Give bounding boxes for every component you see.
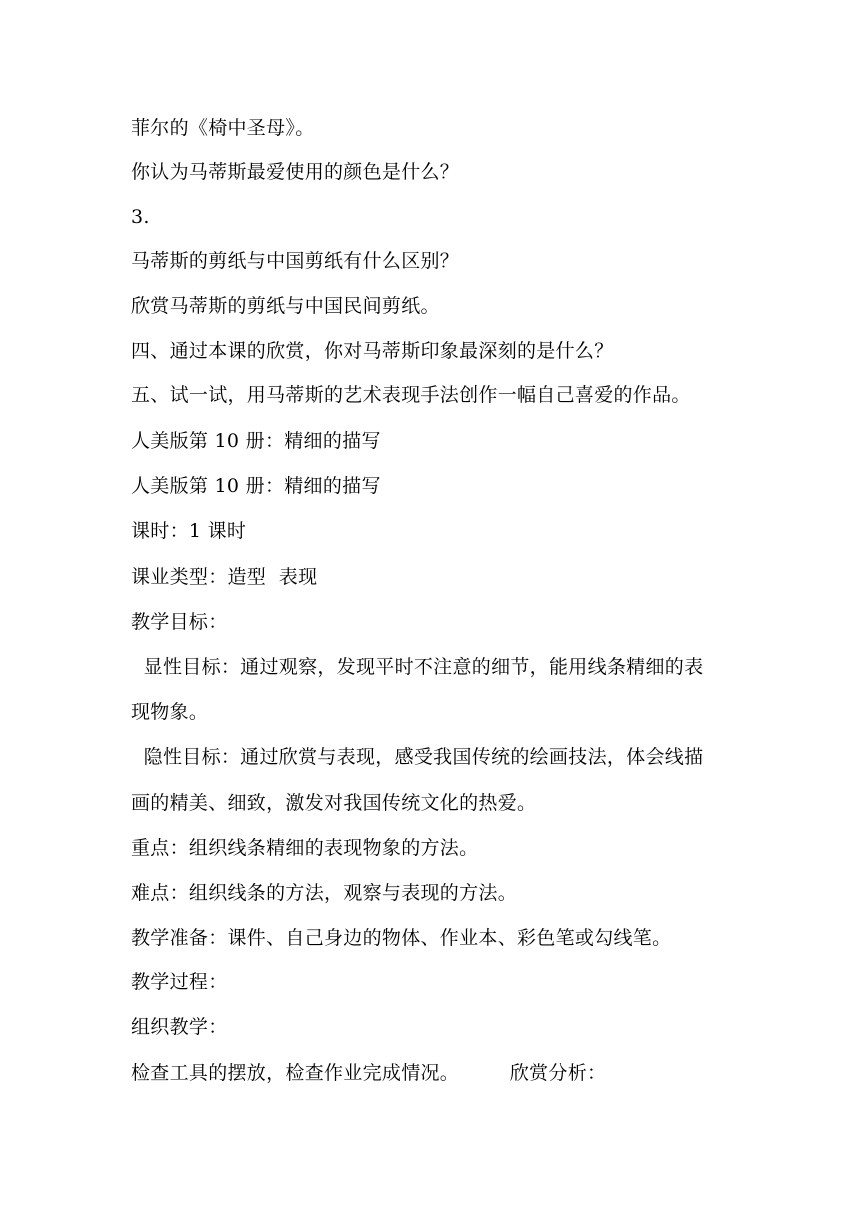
text-line: 隐性目标：通过欣赏与表现，感受我国传统的绘画技法，体会线描 xyxy=(131,746,704,768)
text-line: 检查工具的摆放，检查作业完成情况。 欣赏分析： xyxy=(131,1062,607,1084)
text-line: 显性目标：通过观察，发现平时不注意的细节，能用线条精细的表 xyxy=(131,656,704,678)
text-line: 3. xyxy=(131,206,150,228)
text-line: 马蒂斯的剪纸与中国剪纸有什么区别？ xyxy=(131,250,460,272)
text-line: 教学过程： xyxy=(131,971,228,993)
text-line: 难点：组织线条的方法，观察与表现的方法。 xyxy=(131,882,518,904)
text-line: 教学目标： xyxy=(131,611,228,633)
text-line: 重点：组织线条精细的表现物象的方法。 xyxy=(131,837,479,859)
text-line: 人美版第 10 册：精细的描写 xyxy=(131,475,381,497)
text-line: 组织教学： xyxy=(131,1016,228,1038)
text-line: 五、试一试，用马蒂斯的艺术表现手法创作一幅自己喜爱的作品。 xyxy=(131,384,691,406)
text-line: 人美版第 10 册：精细的描写 xyxy=(131,430,381,452)
text-line: 画的精美、细致，激发对我国传统文化的热爱。 xyxy=(131,792,537,814)
text-line: 现物象。 xyxy=(131,701,209,723)
text-line: 欣赏马蒂斯的剪纸与中国民间剪纸。 xyxy=(131,295,440,317)
text-line: 课业类型：造型 表现 xyxy=(131,566,318,588)
text-line: 菲尔的《椅中圣母》。 xyxy=(131,117,315,139)
text-line: 你认为马蒂斯最爱使用的颜色是什么？ xyxy=(131,161,460,183)
text-line: 课时：1 课时 xyxy=(131,520,247,542)
text-line: 四、通过本课的欣赏，你对马蒂斯印象最深刻的是什么？ xyxy=(131,340,614,362)
text-line: 教学准备：课件、自己身边的物体、作业本、彩色笔或勾线笔。 xyxy=(131,927,672,949)
